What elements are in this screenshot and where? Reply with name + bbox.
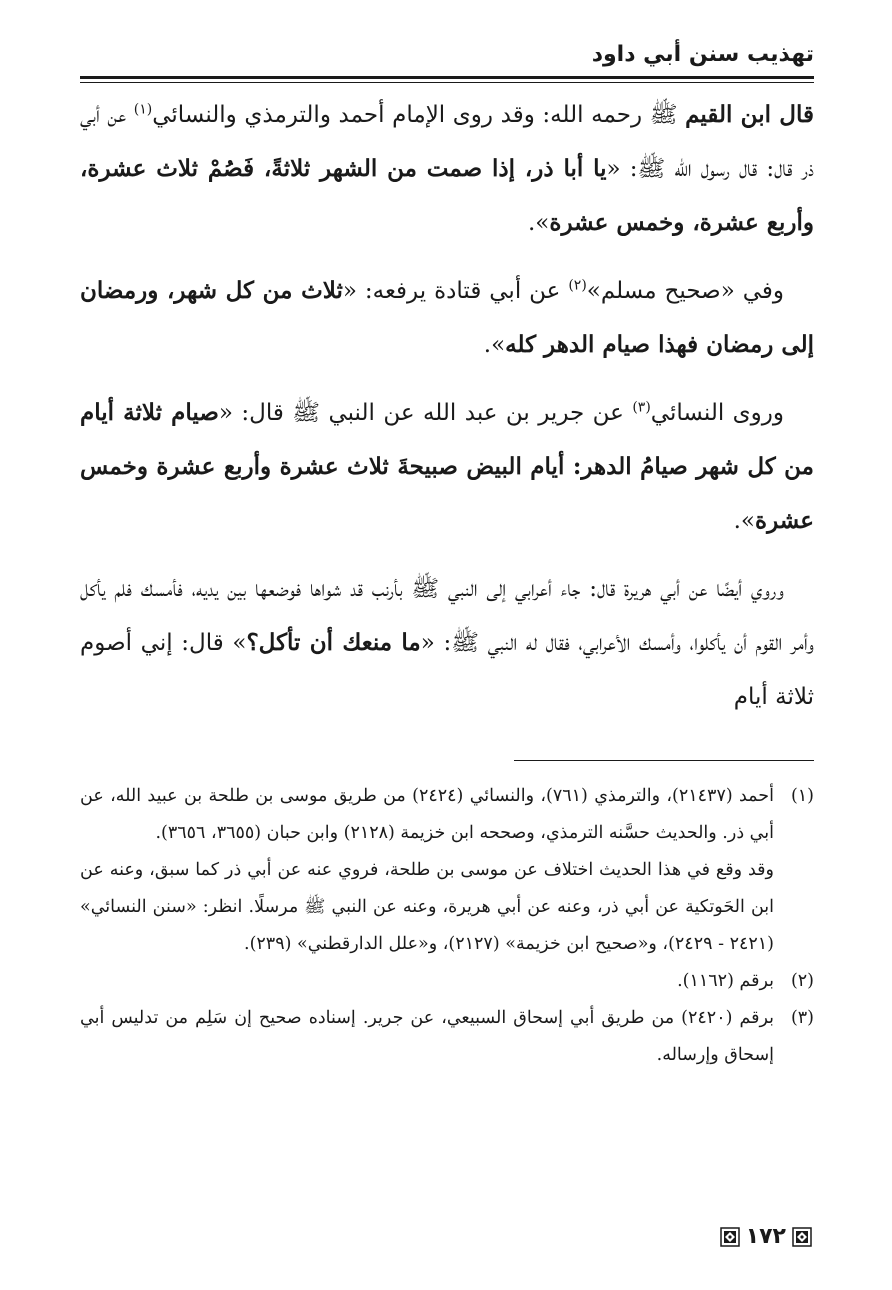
paragraph-text: وروي أيضًا عن أبي هريرة قال: جاء أعرابي إلى النبي ﷺ بأرنب قد شواها فوضعها بين يديه، فأمسك فلم يأكل وأمر القوم أن يأكلوا، وأمسك الأعرابي، فقال له النبي ﷺ: « xyxy=(80,576,814,656)
footnote-ref-1[interactable]: (١) xyxy=(133,101,153,118)
paragraph-text: وروى النسائي xyxy=(650,400,784,426)
page-footer xyxy=(720,1222,812,1252)
speaker-name: قال ابن القيم xyxy=(685,101,815,128)
footnote-number: (٣) xyxy=(790,1008,814,1028)
footnote-text: برقم (١١٦٢). xyxy=(677,971,774,991)
footnote-ref-3[interactable]: (٣) xyxy=(632,399,651,416)
paragraph-text: وفي «صحيح مسلم» xyxy=(586,278,784,304)
footnote-ref-2[interactable]: (٢) xyxy=(568,277,587,294)
paragraph-1 xyxy=(80,88,814,250)
footnote-1-continuation: وقد وقع في هذا الحديث اختلاف عن موسى بن طلحة، فروي عنه عن أبي ذر كما سبق، وعنه عن ابن الحَوتكية عن أبي ذر، وعنه عن أبي هريرة، وعنه عن النبي ﷺ مرسلًا. انظر: «سنن النسائي» (٢٤٢١ - ٢٤٢٩)، و«صحيح ابن خزيمة» (٢١٢٧)، و«علل الدارقطني» (٢٣٩). xyxy=(80,860,774,954)
footnote-number: (٢) xyxy=(790,971,814,991)
footnote-text: برقم (٢٤٢٠) من طريق أبي إسحاق السبيعي، عن جرير. إسناده صحيح إن سَلِم من تدليس أبي إسحاق وإرساله. xyxy=(80,1008,775,1065)
ornament-square-icon xyxy=(720,1227,740,1247)
footnote-1 xyxy=(80,778,814,852)
paragraph-text: عن أبي ذر قال: قال رسول الله ﷺ: « xyxy=(80,102,814,182)
paragraph-3 xyxy=(80,386,814,548)
hadith-quote: يا أبا ذر، إذا صمت من الشهر ثلاثةً، فَصُمْ ثلاث عشرة، وأربع عشرة، وخمس عشرة xyxy=(80,155,814,236)
footnote-separator xyxy=(514,760,814,761)
header-rule-thick xyxy=(80,76,814,79)
paragraph-text: وقد روى الإمام أحمد والترمذي والنسائي xyxy=(152,102,535,128)
main-text xyxy=(80,88,814,738)
footnote-3 xyxy=(80,1000,814,1074)
page-number: ١٧٢ xyxy=(745,1224,786,1249)
running-title: تهذيب سنن أبي داود xyxy=(591,42,814,67)
footnote-text: أحمد (٢١٤٣٧)، والترمذي (٧٦١)، والنسائي (٢٤٢٤) من طريق موسى بن طلحة بن عبيد الله، عن أبي ذر. والحديث حسَّنه الترمذي، وصححه ابن خزيمة (٢١٢٨) وابن حبان (٣٦٥٥، ٣٦٥٦). xyxy=(80,786,774,843)
footnote-2 xyxy=(80,963,814,1000)
hadith-quote: ما منعك أن تأكل؟ xyxy=(246,629,421,656)
running-header xyxy=(80,40,814,70)
paragraph-text: ». xyxy=(528,210,550,236)
paragraph-text: ». xyxy=(733,508,756,534)
footnotes xyxy=(80,778,814,1074)
footnote-number: (١) xyxy=(790,786,814,806)
paragraph-text: » قال: إني أصوم ثلاثة أيام xyxy=(80,630,814,710)
paragraph-text: ». xyxy=(483,332,506,358)
paragraph-text: عن جرير بن عبد الله عن النبي ﷺ قال: « xyxy=(218,400,633,426)
honorific: ﷺ رحمه الله: xyxy=(534,102,686,128)
header-rule-thin xyxy=(80,82,814,83)
paragraph-text: عن أبي قتادة يرفعه: « xyxy=(342,278,569,304)
paragraph-4 xyxy=(80,562,814,724)
ornament-square-icon xyxy=(792,1227,812,1247)
paragraph-2 xyxy=(80,264,814,372)
hadith-quote: ثلاث من كل شهر، ورمضان إلى رمضان فهذا صيام الدهر كله xyxy=(80,277,814,358)
hadith-quote: صيام ثلاثة أيام من كل شهر صيامُ الدهر: أيام البيض صبيحةَ ثلاث عشرة وأربع عشرة وخمس عشرة xyxy=(80,399,814,534)
